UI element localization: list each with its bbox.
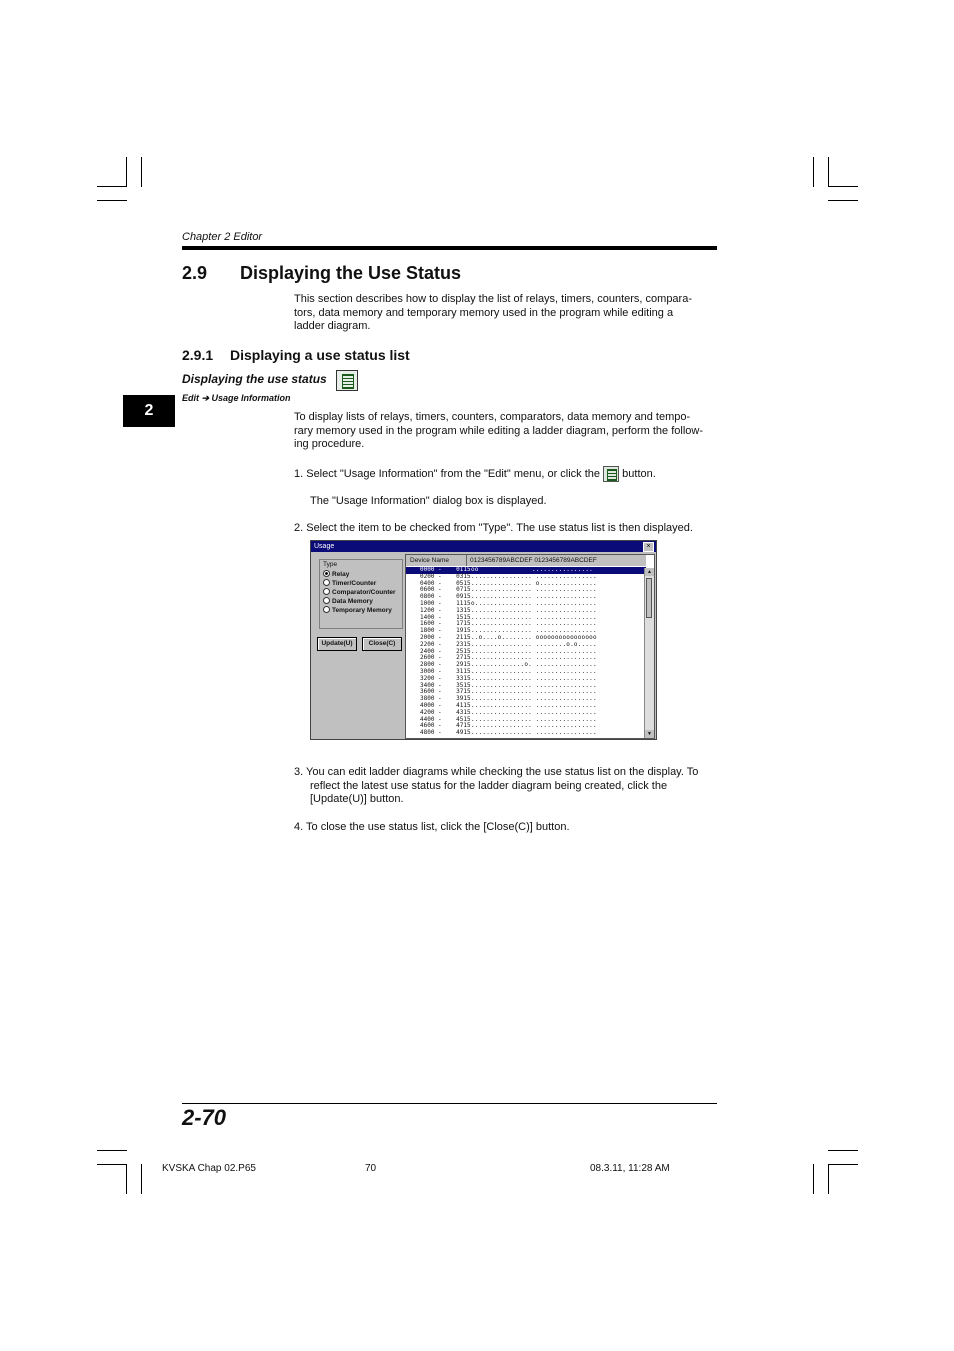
crop-mark <box>828 200 858 201</box>
device-range: 4600 - 4715 <box>420 722 471 730</box>
scrollbar[interactable] <box>644 568 654 738</box>
device-range: 3600 - 3715 <box>420 688 471 696</box>
device-range: 4000 - 4115 <box>420 701 471 709</box>
menu-path: Edit ➔ Usage Information <box>182 393 291 403</box>
crop-mark <box>141 1164 142 1194</box>
usage-map: ................ ................ <box>471 681 597 689</box>
usage-map: ................ ................ <box>471 701 597 709</box>
type-label: Type <box>323 561 338 568</box>
subsection-title: Displaying a use status list <box>230 347 410 363</box>
radio-data-memory[interactable]: Data Memory <box>323 597 373 605</box>
crop-mark <box>828 1164 858 1165</box>
usage-map: ................ ................ <box>471 708 597 716</box>
chapter-label: Chapter 2 Editor <box>182 231 263 243</box>
crop-mark <box>126 157 127 187</box>
device-range: 2600 - 2715 <box>420 654 471 662</box>
list-rows <box>406 567 646 737</box>
device-range: 2800 - 2915 <box>420 661 471 669</box>
crop-mark <box>97 1150 127 1151</box>
device-range: 2000 - 2115 <box>420 633 471 641</box>
radio-comparator-counter[interactable]: Comparator/Counter <box>323 588 396 596</box>
usage-map: ................ ................ <box>471 667 597 675</box>
crop-mark <box>813 157 814 187</box>
device-range: 1400 - 1515 <box>420 613 471 621</box>
usage-map: ................ ................ <box>471 674 597 682</box>
device-range: 0200 - 0315 <box>420 572 471 580</box>
crop-mark <box>141 157 142 187</box>
device-range: 4200 - 4315 <box>420 708 471 716</box>
device-range: 1000 - 1115 <box>420 599 471 607</box>
usage-map: ................ ................ <box>471 613 597 621</box>
device-range: 3200 - 3315 <box>420 674 471 682</box>
radio-timer-counter[interactable]: Timer/Counter <box>323 579 376 587</box>
device-range: 0600 - 0715 <box>420 586 471 594</box>
table-row[interactable] <box>406 730 646 737</box>
footer-rule <box>182 1103 717 1104</box>
usage-map: ..............o. ................ <box>471 661 597 669</box>
usage-map: ..o....o........ oooooooooooooooo <box>471 633 597 641</box>
device-range: 1200 - 1315 <box>420 606 471 614</box>
procedure-title: Displaying the use status <box>182 372 327 386</box>
usage-map: ................ ................ <box>471 695 597 703</box>
dialog-title: Usage <box>311 541 656 552</box>
chapter-tab: 2 <box>123 395 175 427</box>
usage-map: ................ ................ <box>471 722 597 730</box>
crop-mark <box>97 1164 127 1165</box>
page-number: 2-70 <box>182 1105 227 1130</box>
usage-map: ................ ................ <box>471 620 597 628</box>
crop-mark <box>813 1164 814 1194</box>
usage-map: o............... ................ <box>471 599 597 607</box>
usage-dialog <box>310 540 657 740</box>
device-range: 3000 - 3115 <box>420 667 471 675</box>
usage-info-icon <box>336 370 358 391</box>
column-device-name: Device Name <box>410 555 467 566</box>
section-number: 2.9 <box>182 263 208 283</box>
scroll-up-icon[interactable]: ▲ <box>645 568 654 576</box>
device-range: 4800 - 4915 <box>420 729 471 737</box>
step-1: 1. Select "Usage Information" from the "Edit" menu, or click the button. <box>294 466 724 482</box>
crop-mark <box>828 186 858 187</box>
procedure-body: To display lists of relays, timers, counters, comparators, data memory and tempo- rary memory used in the program while editing a ladder diagram, perform the follow- ing procedure. <box>294 411 704 451</box>
subsection-number: 2.9.1 <box>182 347 214 363</box>
device-range: 2200 - 2315 <box>420 640 471 648</box>
close-button[interactable]: Close(C) <box>362 637 402 651</box>
scroll-thumb[interactable] <box>646 578 652 618</box>
step-3: 3. You can edit ladder diagrams while checking the use status list on the display. To reflect the latest use status for the ladder diagram being created, click the [Update(U)] button. <box>294 766 699 806</box>
usage-info-icon <box>603 466 619 482</box>
crop-mark <box>97 186 127 187</box>
usage-map: ................ o............... <box>471 579 597 587</box>
usage-map: ................ ................ <box>471 586 597 594</box>
usage-list <box>405 554 655 739</box>
footer-file: KVSKA Chap 02.P65 <box>162 1163 256 1174</box>
crop-mark <box>828 1164 829 1194</box>
usage-map: ................ ................ <box>471 593 597 601</box>
crop-mark <box>97 200 127 201</box>
usage-map: ................ ................ <box>471 688 597 696</box>
section-title: Displaying the Use Status <box>240 263 462 283</box>
update-button[interactable]: Update(U) <box>317 637 357 651</box>
device-range: 3400 - 3515 <box>420 681 471 689</box>
chapter-rule <box>182 246 717 250</box>
step-4: 4. To close the use status list, click the [Close(C)] button. <box>294 821 570 833</box>
usage-map: ................ ................ <box>471 627 597 635</box>
device-range: 3800 - 3915 <box>420 695 471 703</box>
column-bits: 0123456789ABCDEF 0123456789ABCDEF <box>470 557 597 564</box>
radio-temporary-memory[interactable]: Temporary Memory <box>323 606 392 614</box>
device-range: 0800 - 0915 <box>420 593 471 601</box>
usage-map: ................ ................ <box>471 572 597 580</box>
usage-map: ................ ................ <box>471 715 597 723</box>
crop-mark <box>828 157 829 187</box>
usage-map: ................ ........o.o..... <box>471 640 597 648</box>
type-group <box>319 559 403 629</box>
usage-map: ................ ................ <box>471 606 597 614</box>
usage-map: ................ ................ <box>471 647 597 655</box>
device-range: 2400 - 2515 <box>420 647 471 655</box>
footer-page: 70 <box>365 1163 377 1174</box>
radio-relay[interactable]: Relay <box>323 570 349 578</box>
step-1-note: The "Usage Information" dialog box is displayed. <box>310 495 547 507</box>
device-range: 4400 - 4515 <box>420 715 471 723</box>
crop-mark <box>126 1164 127 1194</box>
usage-map: ................ ................ <box>471 654 597 662</box>
crop-mark <box>828 1150 858 1151</box>
step-2: 2. Select the item to be checked from "Type". The use status list is then displayed. <box>294 522 693 534</box>
close-icon[interactable]: × <box>643 542 654 552</box>
list-header <box>406 555 646 566</box>
footer-timestamp: 08.3.11, 11:28 AM <box>590 1163 670 1174</box>
usage-map: oo ................ <box>471 566 593 573</box>
device-range: 0400 - 0515 <box>420 579 471 587</box>
device-range: 0000 - 0115 <box>420 566 471 573</box>
device-range: 1800 - 1915 <box>420 627 471 635</box>
scroll-down-icon[interactable]: ▼ <box>645 730 654 738</box>
usage-map: ................ ................ <box>471 729 597 737</box>
section-intro: This section describes how to display the list of relays, timers, counters, compara- tors, data memory and temporary memory used in the program while editing a ladder diagram. <box>294 293 692 333</box>
device-range: 1600 - 1715 <box>420 620 471 628</box>
